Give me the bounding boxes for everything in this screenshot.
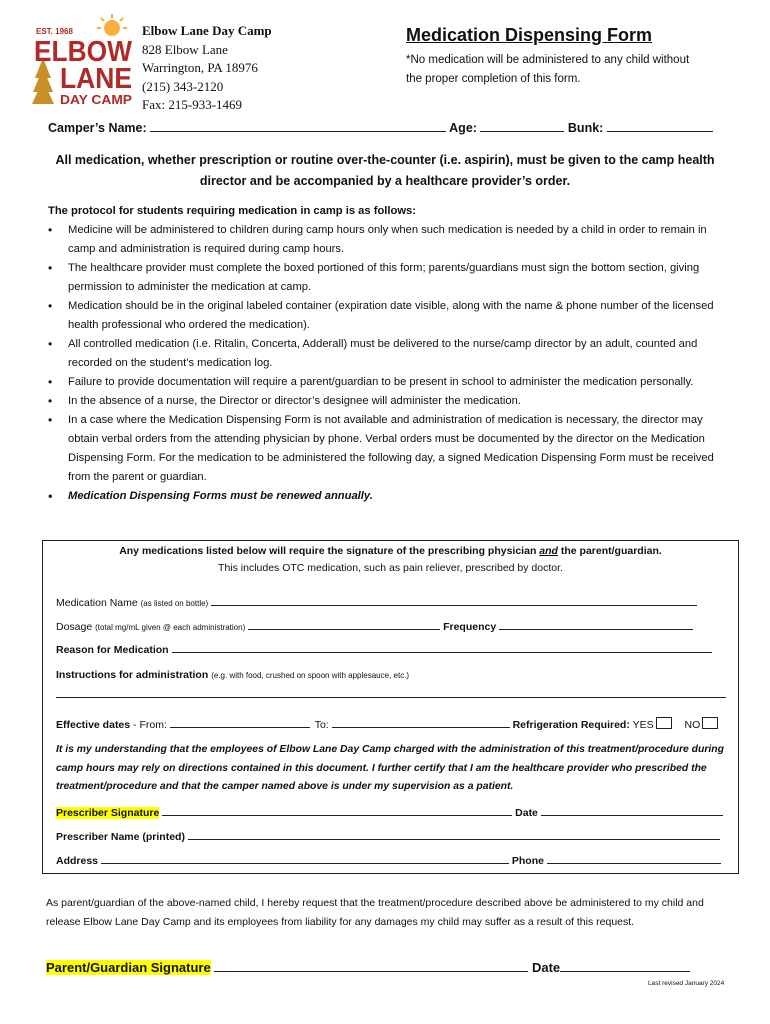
address-field[interactable] [101, 852, 509, 864]
camp-contact-block [142, 22, 272, 115]
protocol-item: • Medication should be in the original labeled container (expiration date visible, along with the name & phone number of the licensed health professional who ordered the medication). [48, 297, 732, 335]
camp-logo [32, 14, 134, 106]
camp-phone: (215) 343-2120 [142, 78, 224, 94]
protocol-item: • All controlled medication (i.e. Ritalin, Concerta, Adderall) must be delivered to the nurse/camp director by an adult, counted and recorded on the student’s medication log. [48, 335, 732, 373]
provider-attestation: It is my understanding that the employees of Elbow Lane Day Camp charged with the administration of this treatment/procedure during camp hours may rely on directions contained in this document. I further certify that I am the healthcare provider who prescribed the treatment/procedure and that the camper named above is under my supervision as a patient. [56, 744, 724, 792]
medication-name-field[interactable] [211, 594, 697, 606]
camper-name-field[interactable] [150, 120, 446, 132]
medication-name-hint: (as listed on bottle) [140, 599, 209, 608]
parent-date-field[interactable] [560, 958, 690, 972]
from-label: - From: [133, 719, 167, 731]
parent-signature-field[interactable] [214, 958, 528, 972]
logo-line2: LANE [60, 63, 132, 95]
address-label: Address [56, 855, 99, 867]
box-subheading: This includes OTC medication, such as pain reliever, prescribed by doctor. [218, 562, 563, 574]
protocol-item: • Medicine will be administered to children during camp hours only when such medication is needed by a child in order to remain in camp and administration is required during camp hours. [48, 221, 732, 259]
to-date-field[interactable] [332, 716, 510, 728]
logo-line3: DAY CAMP [60, 92, 133, 106]
prescriber-signature-row [56, 804, 723, 819]
reason-field[interactable] [172, 641, 712, 653]
sun-tree-logo-graphic [32, 14, 134, 106]
camp-city: Warrington, PA 18976 [142, 60, 258, 75]
effective-dates-label: Effective dates [56, 719, 131, 731]
protocol-item: • In the absence of a nurse, the Director or director’s designee will administer the medication. [48, 392, 732, 411]
box-heading-b: the parent/guardian. [557, 545, 662, 557]
medication-policy-headline: All medication, whether prescription or routine over-the-counter (i.e. aspirin), must be given to the camp health director and be accompanied by a healthcare provider’s order. [55, 153, 715, 188]
parent-signature-row [46, 958, 690, 975]
sun-icon [97, 14, 127, 36]
prescriber-signature-field[interactable] [162, 804, 512, 816]
prescriber-address-row [56, 852, 721, 867]
camper-name-label: Camper’s Name: [48, 121, 147, 135]
medication-name-label: Medication Name [56, 597, 138, 609]
phone-field[interactable] [547, 852, 721, 864]
effective-dates-row [56, 716, 718, 731]
age-label: Age: [449, 121, 477, 135]
reason-label: Reason for Medication [56, 644, 169, 656]
refrigeration-label: Refrigeration Required: [512, 719, 630, 731]
protocol-list [48, 221, 732, 506]
box-heading [42, 545, 739, 557]
protocol-item-renewal: • Medication Dispensing Forms must be renewed annually. [48, 487, 732, 506]
bunk-field[interactable] [607, 120, 713, 132]
form-note: *No medication will be administered to any child without the proper completion of this form. [406, 54, 690, 85]
protocol-title: The protocol for students requiring medication in camp is as follows: [48, 205, 416, 217]
instructions-label: Instructions for administration [56, 669, 209, 681]
instructions-row [56, 669, 409, 681]
parent-signature-label: Parent/Guardian Signature [46, 960, 211, 975]
prescriber-name-label: Prescriber Name (printed) [56, 831, 185, 843]
prescriber-name-field[interactable] [188, 828, 720, 840]
from-date-field[interactable] [170, 716, 310, 728]
logo-line1: ELBOW [34, 36, 133, 68]
logo-est: EST. 1968 [36, 27, 73, 36]
protocol-item: • The healthcare provider must complete the boxed portioned of this form; parents/guardians must sign the bottom section, giving permission to administer the medication at camp. [48, 259, 732, 297]
protocol-item: • In a case where the Medication Dispensing Form is not available and administration of medication is necessary, the director may obtain verbal orders from the attending physician by phone. Verbal orders must be documented by the director on the Medication Dispensing Form. For the medication to be administered the following day, a signed Medication Dispensing Form must be received from the parent or guardian. [48, 411, 732, 487]
frequency-field[interactable] [499, 618, 693, 630]
frequency-label: Frequency [443, 621, 497, 633]
parent-date-label: Date [531, 960, 561, 975]
camper-info-row [48, 120, 713, 135]
revision-note: Last revised January 2024 [648, 980, 725, 987]
prescriber-signature-label: Prescriber Signature [56, 807, 160, 819]
camp-name: Elbow Lane Day Camp [142, 23, 272, 38]
camp-address: 828 Elbow Lane [142, 41, 228, 57]
refrigeration-yes-checkbox[interactable] [656, 717, 672, 729]
parent-consent-text: As parent/guardian of the above-named child, I hereby request that the treatment/procedure described above be administered to my child and release Elbow Lane Day Camp and its employees from liability for any damages my child may suffer as a result of this request. [46, 897, 704, 928]
dosage-hint: (total mg/mL given @ each administration) [95, 623, 246, 632]
reason-row [56, 641, 712, 656]
camp-fax: Fax: 215-933-1469 [142, 97, 243, 112]
age-field[interactable] [480, 120, 564, 132]
protocol-item: • Failure to provide documentation will require a parent/guardian to be present in school to administer the medication personally. [48, 373, 732, 392]
to-label: To: [314, 719, 329, 731]
refrigeration-no-checkbox[interactable] [702, 717, 718, 729]
physician-section-box [42, 540, 739, 874]
dosage-row [56, 618, 693, 633]
bunk-label: Bunk: [567, 121, 604, 135]
medication-name-row [56, 594, 697, 609]
phone-label: Phone [511, 855, 544, 867]
yes-label: YES [632, 719, 654, 731]
prescriber-date-label: Date [515, 807, 538, 819]
box-heading-and: and [539, 545, 558, 557]
box-heading-a: Any medications listed below will require the signature of the prescribing physician [119, 545, 540, 557]
prescriber-name-row [56, 828, 720, 843]
no-label: NO [684, 719, 701, 731]
prescriber-date-field[interactable] [541, 804, 723, 816]
instructions-field[interactable] [56, 697, 726, 698]
dosage-label: Dosage [56, 621, 93, 633]
dosage-field[interactable] [248, 618, 440, 630]
instructions-hint: (e.g. with food, crushed on spoon with applesauce, etc.) [211, 671, 410, 680]
form-title: Medication Dispensing Form [406, 25, 653, 45]
